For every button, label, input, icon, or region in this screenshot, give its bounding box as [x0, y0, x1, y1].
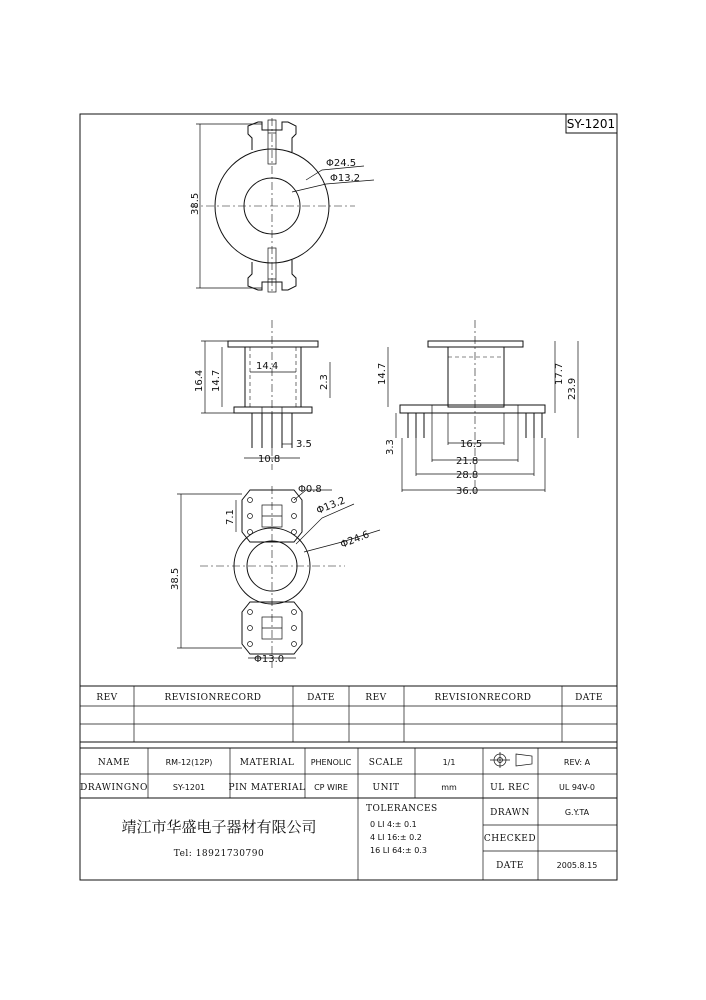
title-block — [80, 748, 617, 880]
rev-header-record-2: REVISIONRECORD — [434, 693, 532, 703]
rev-header-rev-2: REV — [365, 693, 387, 703]
drawingno-label: DRAWINGNO — [80, 783, 148, 793]
dim-side-h: 14.7 — [377, 362, 388, 385]
dim-side-w3: 28.8 — [456, 470, 479, 481]
revision-table — [80, 686, 617, 742]
scale-label: SCALE — [368, 758, 404, 768]
tolerance-1: 0 LI 4:± 0.1 — [370, 820, 417, 829]
dim-side-total-h: 23.9 — [567, 377, 578, 400]
dim-side-pin-len: 3.3 — [385, 439, 396, 455]
unit-value: mm — [441, 783, 457, 792]
company-tel: Tel: 18921730790 — [173, 849, 265, 859]
tolerance-2: 4 LI 16:± 0.2 — [370, 833, 422, 842]
dim-bottom-id: Φ13.2 — [315, 495, 348, 517]
drawn-label: DRAWN — [490, 808, 530, 818]
dim-top-length: 38.5 — [190, 192, 201, 215]
dim-front-base-w: 10.8 — [258, 454, 281, 465]
dim-front-h-inner: 14.7 — [211, 369, 222, 392]
dim-top-id: Φ13.2 — [330, 173, 361, 184]
material-value: PHENOLIC — [310, 758, 352, 767]
dim-bottom-length: 38.5 — [170, 567, 181, 590]
dim-front-pin-pitch: 3.5 — [296, 439, 312, 450]
front-view — [194, 320, 330, 470]
material-label: MATERIAL — [239, 758, 295, 768]
dim-side-w2: 21.8 — [456, 456, 479, 467]
drawing-id: SY-1201 — [566, 117, 616, 131]
company-name: 靖江市华盛电子器材有限公司 — [121, 818, 317, 836]
checked-label: CHECKED — [483, 834, 537, 844]
dim-bottom-pin-d: Φ0.8 — [298, 484, 322, 495]
rev-header-record-1: REVISIONRECORD — [164, 693, 262, 703]
rev-header-date-1: DATE — [307, 693, 335, 703]
dim-side-w1: 16.5 — [460, 439, 483, 450]
tolerance-3: 16 LI 64:± 0.3 — [370, 846, 427, 855]
bottom-view — [170, 484, 380, 668]
top-view — [190, 118, 374, 292]
dim-front-inner-w: 14.4 — [256, 361, 279, 372]
dim-bottom-pin-spacing: 7.1 — [225, 509, 236, 525]
dim-side-w4: 36.0 — [456, 486, 479, 497]
pin-material-label: PIN MATERIAL — [228, 783, 306, 793]
scale-value: 1/1 — [442, 758, 456, 767]
dim-top-od: Φ24.5 — [326, 158, 357, 169]
drawn-value: G.Y.TA — [564, 808, 590, 817]
tolerances-label: TOLERANCES — [366, 804, 438, 814]
pin-material-value: CP WIRE — [314, 783, 348, 792]
dim-bottom-od: Φ24.6 — [339, 529, 372, 551]
side-view — [377, 320, 578, 497]
dim-side-flange-h: 17.7 — [554, 362, 565, 385]
dim-bottom-width: Φ13.0 — [254, 654, 285, 665]
ul-rec-label: UL REC — [490, 783, 530, 793]
ul-rec-value: UL 94V-0 — [558, 783, 596, 792]
name-value: RM-12(12P) — [165, 758, 213, 767]
projection-symbol-icon — [490, 752, 532, 768]
drawingno-value: SY-1201 — [172, 783, 206, 792]
dim-front-slot: 2.3 — [319, 374, 330, 390]
dim-front-h-outer: 16.4 — [194, 369, 205, 392]
rev-header-date-2: DATE — [575, 693, 603, 703]
rev-header-rev-1: REV — [96, 693, 118, 703]
name-label: NAME — [97, 758, 131, 768]
unit-label: UNIT — [372, 783, 400, 793]
date-value: 2005.8.15 — [556, 861, 598, 870]
date-label: DATE — [496, 861, 524, 871]
rev-value: REV: A — [563, 758, 591, 767]
